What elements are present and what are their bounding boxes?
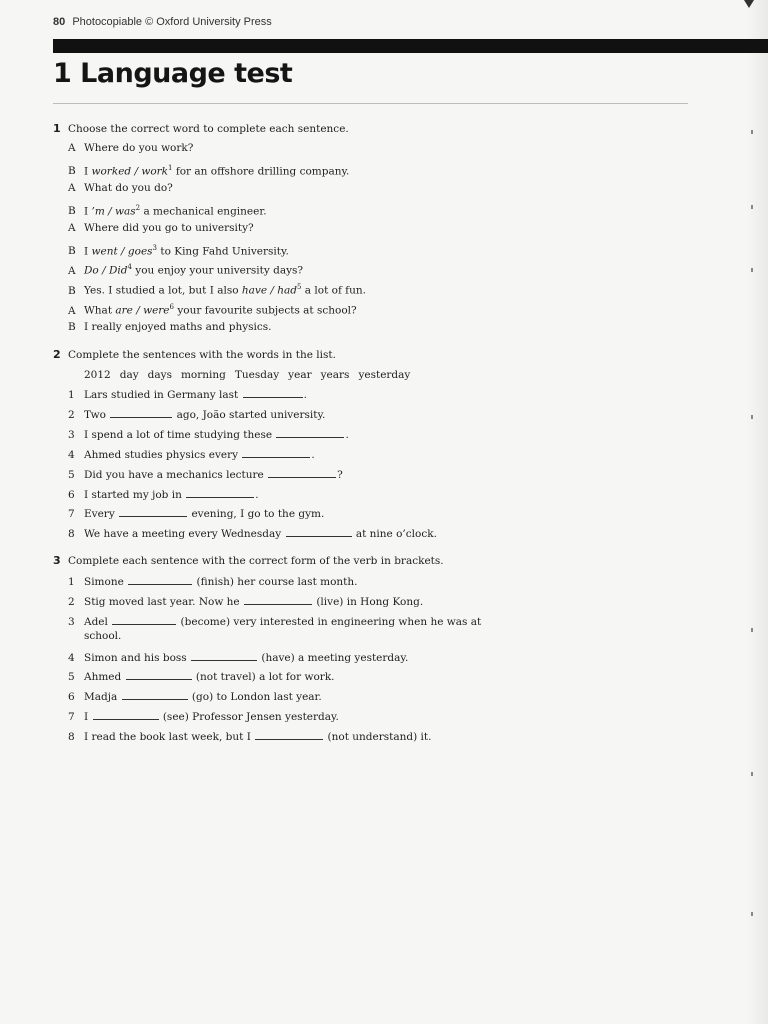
line-text: Yes. I studied a lot, but I also: [84, 284, 242, 297]
speaker-label: B: [68, 284, 76, 297]
dialogue-line: [68, 221, 254, 235]
line-text: Where do you work?: [84, 142, 194, 154]
line-text: (go) to London last year.: [188, 691, 322, 703]
section-1-instruction: Choose the correct word to complete each sentence.: [68, 123, 349, 135]
answer-blank: [112, 614, 176, 625]
answer-blank: [268, 467, 336, 478]
answer-blank: [255, 729, 323, 740]
sentence-line: [68, 729, 431, 744]
line-text: I: [84, 245, 92, 257]
sentence-line: [68, 614, 481, 629]
line-text: Did you have a mechanics lecture: [84, 468, 268, 481]
section-2-instruction: Complete the sentences with the words in the list.: [68, 349, 336, 361]
answer-blank: [186, 487, 254, 498]
item-number: 1: [68, 576, 75, 588]
word-list-item: morning: [180, 369, 226, 381]
word-list-item: years: [320, 369, 350, 381]
speaker-label: B: [68, 321, 76, 334]
page-number: 80: [53, 16, 66, 28]
answer-blank: [243, 387, 303, 398]
sentence-line: [68, 447, 315, 462]
line-text: (have) a meeting yesterday.: [258, 652, 409, 664]
line-text: at nine o’clock.: [352, 528, 437, 541]
item-number: 8: [68, 731, 75, 743]
item-number: 6: [68, 691, 75, 703]
answer-blank: [110, 407, 172, 418]
speaker-label: B: [68, 165, 76, 178]
line-text: I spend a lot of time studying these: [84, 428, 276, 441]
line-text: I: [84, 711, 92, 723]
line-text: ago, João started university.: [173, 408, 326, 421]
margin-mark: [751, 772, 753, 776]
item-number: 2: [68, 408, 75, 421]
sentence-line: [68, 709, 339, 724]
line-text: a lot of fun.: [301, 284, 366, 297]
item-number: 4: [68, 448, 75, 461]
word-list-item: 2012: [84, 369, 111, 381]
sentence-line: [68, 594, 423, 609]
speaker-label: A: [68, 264, 76, 277]
item-number: 3: [68, 616, 75, 628]
answer-blank: [93, 709, 159, 720]
speaker-label: A: [68, 142, 76, 154]
line-text: Every: [84, 508, 119, 521]
line-text: .: [311, 448, 315, 461]
page-edge-shadow: [746, 0, 768, 1024]
line-text: I: [84, 165, 92, 178]
line-text: (see) Professor Jensen yesterday.: [159, 711, 339, 723]
item-number: 6: [68, 488, 75, 501]
margin-mark: [751, 268, 753, 272]
answer-blank: [286, 526, 352, 537]
line-text: Ahmed: [84, 671, 125, 683]
margin-mark: [751, 415, 753, 419]
sentence-line: [68, 387, 307, 402]
dialogue-line: [68, 181, 173, 195]
header-bar: [53, 39, 768, 53]
corner-mark: [744, 0, 754, 8]
answer-blank: [191, 650, 257, 661]
line-text: Two: [84, 408, 110, 421]
line-text: evening, I go to the gym.: [188, 508, 325, 521]
dialogue-line: [68, 260, 303, 278]
item-number: 3: [68, 428, 75, 441]
line-text: (not understand) it.: [324, 731, 432, 743]
line-text: I really enjoyed maths and physics.: [84, 321, 272, 334]
answer-blank: [244, 594, 312, 605]
sentence-line: [68, 427, 349, 442]
word-choice: have / had: [241, 284, 297, 297]
answer-blank: [242, 447, 310, 458]
page-header: [53, 16, 272, 28]
section-3-instruction: Complete each sentence with the correct form of the verb in brackets.: [68, 555, 444, 567]
line-text: for an offshore drilling company.: [172, 165, 350, 178]
dialogue-line: [68, 141, 193, 155]
dialogue-line: [68, 161, 349, 179]
item-number: 8: [68, 528, 75, 541]
gap-number: 4: [127, 263, 132, 272]
dialogue-line: [68, 201, 267, 219]
line-text: you enjoy your university days?: [131, 264, 304, 277]
item-number: 5: [68, 671, 75, 683]
line-text: ?: [337, 468, 343, 481]
item-number: 1: [68, 389, 75, 401]
line-text: Stig moved last year. Now he: [84, 596, 243, 608]
word-choice: went / goes: [91, 245, 153, 257]
line-text: Ahmed studies physics every: [84, 448, 242, 461]
line-text: Lars studied in Germany last: [84, 389, 242, 401]
word-choice: Do / Did: [84, 264, 128, 277]
item-number: 4: [68, 652, 75, 664]
speaker-label: A: [68, 221, 76, 234]
dialogue-line: [68, 300, 357, 318]
answer-blank: [276, 427, 344, 438]
gap-number: 2: [135, 203, 141, 212]
word-choice: worked / work: [91, 165, 169, 178]
line-text: (live) in Hong Kong.: [312, 596, 424, 608]
section-2-number: 2: [53, 348, 61, 361]
line-text: Madja: [84, 691, 121, 703]
publisher-line: Photocopiable © Oxford University Press: [72, 16, 272, 28]
sentence-line: [68, 689, 322, 704]
line-text: .: [255, 488, 259, 501]
line-text: What: [84, 304, 116, 317]
page-title: 1 Language test: [53, 58, 293, 89]
speaker-label: A: [68, 304, 76, 317]
margin-mark: [751, 130, 753, 134]
answer-blank: [126, 669, 192, 680]
line-continuation: school.: [84, 630, 122, 642]
line-text: (become) very interested in engineering when he was at: [177, 616, 482, 628]
line-text: I started my job in: [84, 488, 186, 501]
word-choice: are / were: [115, 304, 170, 317]
title-divider: [53, 103, 688, 104]
item-number: 5: [68, 468, 75, 481]
item-number: 2: [68, 596, 75, 608]
sentence-line: [68, 526, 437, 541]
answer-blank: [128, 574, 192, 585]
sentence-line: [68, 407, 325, 422]
line-text: to King Fahd University.: [157, 245, 289, 257]
word-list: [84, 368, 419, 382]
margin-mark: [751, 205, 753, 209]
dialogue-line: [68, 241, 289, 259]
line-text: Where did you go to university?: [84, 221, 254, 234]
dialogue-line: [68, 320, 272, 334]
answer-blank: [119, 506, 187, 517]
line-text: .: [303, 389, 307, 401]
word-choice: ’m / was: [91, 205, 136, 218]
line-text: your favourite subjects at school?: [173, 304, 357, 317]
line-text: a mechanical engineer.: [140, 205, 267, 218]
item-number: 7: [68, 508, 75, 521]
sentence-line: [68, 487, 259, 502]
line-text: I read the book last week, but I: [84, 731, 255, 743]
word-list-item: day: [119, 369, 139, 381]
item-number: 7: [68, 711, 75, 723]
word-list-item: Tuesday: [234, 369, 280, 381]
line-text: I: [84, 205, 92, 218]
speaker-label: A: [68, 181, 76, 194]
speaker-label: B: [68, 245, 76, 257]
answer-blank: [122, 689, 188, 700]
sentence-line: [68, 574, 357, 589]
word-list-item: year: [288, 369, 312, 381]
gap-number: 5: [297, 283, 302, 292]
gap-number: 1: [168, 163, 173, 172]
line-text: What do you do?: [84, 181, 173, 194]
line-text: (not travel) a lot for work.: [192, 671, 335, 683]
section-3-number: 3: [53, 554, 61, 567]
sentence-line: [68, 467, 343, 482]
sentence-line: [68, 650, 408, 665]
gap-number: 3: [152, 243, 158, 252]
line-text: We have a meeting every Wednesday: [84, 528, 285, 541]
word-list-item: yesterday: [358, 369, 411, 381]
margin-mark: [751, 628, 753, 632]
line-text: .: [345, 428, 349, 441]
word-list-item: days: [147, 369, 172, 381]
line-text: (finish) her course last month.: [193, 576, 358, 588]
speaker-label: B: [68, 205, 76, 218]
dialogue-line: [68, 280, 366, 298]
line-text: Adel: [84, 616, 112, 628]
margin-mark: [751, 912, 753, 916]
sentence-line: [68, 506, 324, 521]
line-text: Simon and his boss: [84, 652, 191, 664]
section-1-number: 1: [53, 122, 61, 135]
line-text: Simone: [84, 576, 128, 588]
sentence-line: [68, 669, 335, 684]
gap-number: 6: [169, 303, 174, 312]
